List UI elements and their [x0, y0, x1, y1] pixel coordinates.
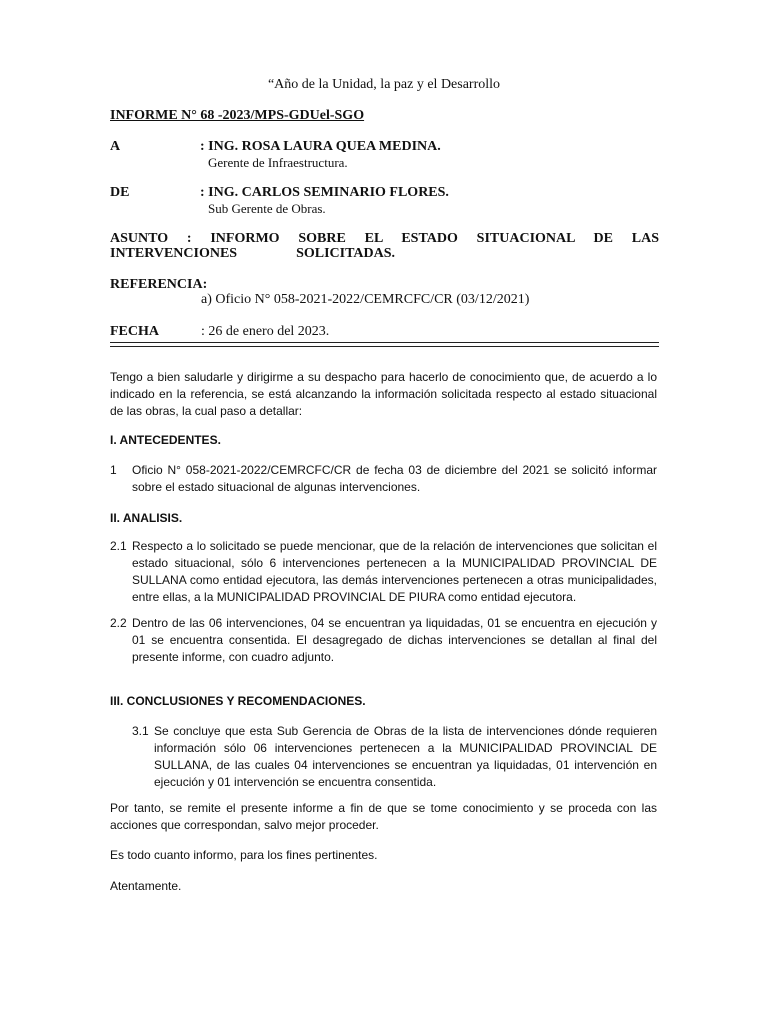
to-name: : ING. ROSA LAURA QUEA MEDINA. — [200, 139, 441, 154]
list-item-number: 1 — [110, 463, 117, 477]
list-item-text: Dentro de las 06 intervenciones, 04 se encuentran ya liquidadas, 01 se encuentra en ejecución y 01 se encuentra consentida. El desagregado de dichas intervenciones se detallan al final del presente informe, con cuadro adjunto. — [132, 616, 657, 664]
date-label: FECHA — [110, 324, 159, 339]
closing-paragraph: Por tanto, se remite el presente informe a fin de que se tome conocimiento y se proceda con las acciones que correspondan, salvo mejor proceder. — [110, 801, 657, 832]
list-item — [110, 615, 657, 666]
list-item — [132, 723, 657, 791]
motto: “Año de la Unidad, la paz y el Desarrollo — [267, 77, 501, 92]
report-number: INFORME N° 68 -2023/MPS-GDUel-SGO — [110, 108, 365, 123]
subject-line-1: ASUNTO : INFORMO SOBRE EL ESTADO SITUACIONAL DE LAS — [110, 231, 659, 246]
closing-statement: Es todo cuanto informo, para los fines pertinentes. — [110, 848, 378, 862]
to-role: Gerente de Infraestructura. — [208, 155, 348, 170]
list-item — [110, 538, 657, 606]
list-item — [110, 462, 657, 496]
sign-off: Atentamente. — [110, 879, 182, 893]
date-value: : 26 de enero del 2023. — [201, 324, 330, 339]
section-1-title: I. ANTECEDENTES. — [110, 433, 221, 447]
list-item-number: 3.1 — [132, 724, 149, 738]
section-3-title: III. CONCLUSIONES Y RECOMENDACIONES. — [110, 694, 366, 708]
list-item-text: Se concluye que esta Sub Gerencia de Obras de la lista de intervenciones dónde requieren información sólo 06 intervenciones pertenecen a la MUNICIPALIDAD PROVINCIAL DE SULLANA, de las cuales 04 intervenciones se encuentran ya liquidadas, 01 intervención en ejecución y 01 intervención se encuentra consentida. — [154, 724, 657, 789]
list-item-number: 2.2 — [110, 616, 127, 630]
from-role: Sub Gerente de Obras. — [208, 201, 326, 216]
to-label: A — [110, 139, 121, 154]
header-divider — [110, 342, 659, 347]
from-name: : ING. CARLOS SEMINARIO FLORES. — [200, 185, 449, 200]
list-item-text: Respecto a lo solicitado se puede mencionar, que de la relación de intervenciones que solicitan el estado situacional, sólo 6 intervenciones pertenecen a la MUNICIPALIDAD PROVINCIAL DE SULLANA como entidad ejecutora, las demás intervenciones pertenecen a otras municipalidades, entre ellas, a la MUNICIPALIDAD PROVINCIAL DE PIURA como entidad ejecutora. — [132, 539, 657, 604]
list-item-text: Oficio N° 058-2021-2022/CEMRCFC/CR de fecha 03 de diciembre del 2021 se solicitó informar sobre el estado situacional de algunas intervenciones. — [132, 463, 657, 494]
from-label: DE — [110, 185, 130, 200]
subject-line-2: INTERVENCIONES SOLICITADAS. — [110, 246, 395, 261]
intro-paragraph: Tengo a bien saludarle y dirigirme a su despacho para hacerlo de conocimiento que, de acuerdo a lo indicado en la referencia, se está alcanzando la información solicitada respecto al estado situacional de las obras, la cual paso a detallar: — [110, 370, 657, 418]
reference-label: REFERENCIA: — [110, 277, 208, 292]
reference-item: a) Oficio N° 058-2021-2022/CEMRCFC/CR (03/12/2021) — [201, 292, 530, 307]
section-2-title: II. ANALISIS. — [110, 511, 183, 525]
list-item-number: 2.1 — [110, 539, 127, 553]
